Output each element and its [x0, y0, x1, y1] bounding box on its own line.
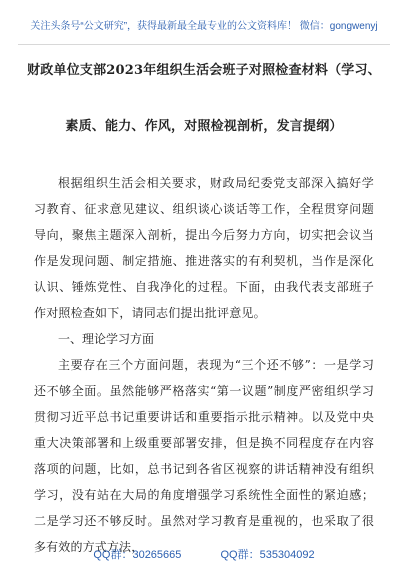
document-body: [34, 170, 374, 560]
footer-qq-group-1: QQ群：30265665: [93, 549, 182, 561]
footer-qq-group-2: QQ群：535304092: [220, 549, 315, 561]
document-title-line-1: 财政单位支部2023年组织生活会班子对照检查材料（学习、: [27, 63, 381, 78]
paragraph-intro: 根据组织生活会相关要求，财政局纪委党支部深入搞好学习教育、征求意见建议、组织谈心谈话等工作，全程贯穿问题导向，聚焦主题深入剖析，提出今后努力方向，切实把会议当作是发现问题、制定措施、推进落实的有利契机，当作是深化认识、锤炼党性、自我净化的过程。下面，由我代表支部班子作对照检查如下，请同志们提出批评意见。: [34, 176, 374, 320]
paragraph-theory-study: 主要存在三个方面问题，表现为“三个还不够”：一是学习还不够全面。虽然能够严格落实“第一议题”制度严密组织学习贯彻习近平总书记重要讲话和重要指示批示精神。以及党中央重大决策部署和上级重要部署安排，但是换不同程度存在内容落项的问题，比如，总书记到各省区视察的讲话精神没有组织学习，没有站在大局的角度增强学习系统性全面性的紧迫感；二是学习还不够反时。虽然对学习教育是重视的，也采取了很多有效的方式方法，: [34, 358, 374, 554]
section-heading-theory-study: 一、理论学习方面: [58, 332, 155, 346]
document-title-line-2: 素质、能力、作风，对照检视剖析，发言提纲）: [65, 119, 343, 134]
header-banner: 关注头条号“公文研究”，获得最新最全最专业的公文资料库！ 微信：gongwenyj: [18, 10, 390, 45]
footer-contact: [0, 546, 408, 564]
